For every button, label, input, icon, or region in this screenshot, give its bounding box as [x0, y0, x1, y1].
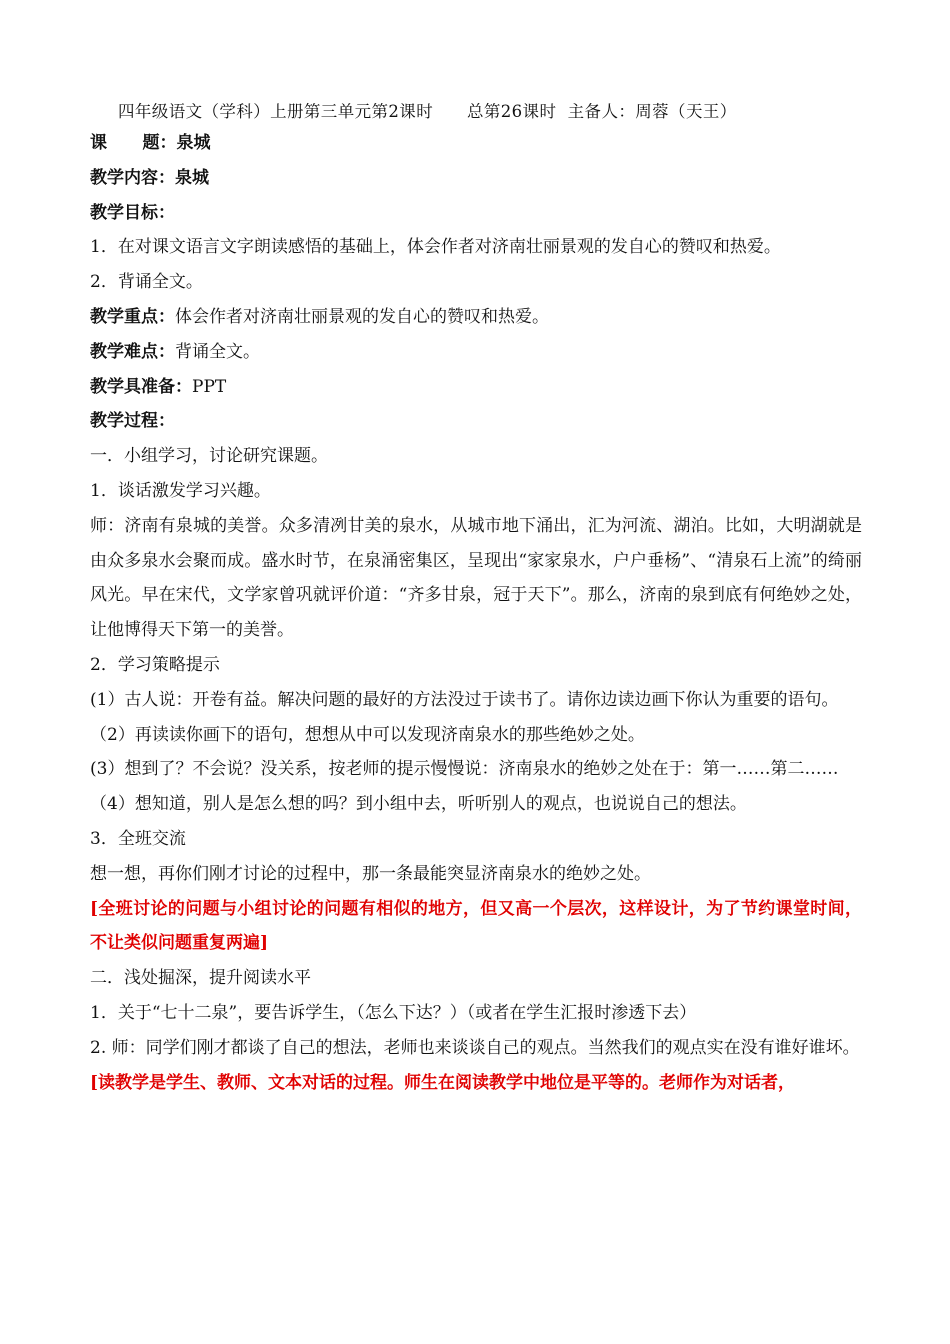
section1-step2: 2．学习策略提示 [90, 654, 220, 675]
content-line [90, 161, 862, 196]
document-body [90, 126, 862, 1100]
goal-item-1: 1．在对课文语言文字朗读感悟的基础上，体会作者对济南壮丽景观的发自心的赞叹和热爱。 [90, 237, 781, 258]
content-label: 教学内容： [90, 167, 175, 188]
key-point-line [90, 300, 862, 335]
key-point-label: 教学重点： [90, 306, 175, 327]
section2-item1: 1．关于“七十二泉”，要告诉学生，（怎么下达？）（或者在学生汇报时渗透下去） [90, 1002, 697, 1023]
key-point-text: 体会作者对济南壮丽景观的发自心的赞叹和热爱。 [175, 306, 549, 327]
difficulty-line [90, 335, 862, 370]
exchange-text: 想一想，再你们刚才讨论的过程中，那一条最能突显济南泉水的绝妙之处。 [90, 863, 651, 884]
difficulty-label: 教学难点： [90, 341, 175, 362]
section1-step1: 1．谈话激发学习兴趣。 [90, 480, 271, 501]
lesson-header: 四年级语文（学科）上册第三单元第2课时 总第26课时 主备人：周蓉（天王） [118, 102, 737, 121]
tip-item-1: (1）古人说：开卷有益。解决问题的最好的方法没过于读书了。请你边读边画下你认为重要的语句。 [90, 689, 839, 710]
content-value: 泉城 [175, 167, 209, 188]
difficulty-text: 背诵全文。 [175, 341, 260, 362]
section1-step3: 3．全班交流 [90, 828, 186, 849]
section2-item2: 2. 师：同学们刚才都谈了自己的想法，老师也来谈谈自己的观点。当然我们的观点实在没有谁好谁坏。 [90, 1037, 860, 1058]
tip-item-2: （2）再读读你画下的语句，想想从中可以发现济南泉水的那些绝妙之处。 [90, 724, 645, 745]
prep-text: PPT [192, 376, 227, 397]
annotation-note-1: [全班讨论的问题与小组讨论的问题有相似的地方，但又高一个层次，这样设计，为了节约课堂时间，不让类似问题重复两遍] [90, 898, 862, 954]
section1-title: 一．小组学习，讨论研究课题。 [90, 446, 328, 467]
goal-item-2: 2．背诵全文。 [90, 272, 203, 293]
tip-item-3: (3）想到了？不会说？没关系，按老师的提示慢慢说：济南泉水的绝妙之处在于：第一……第二…… [90, 759, 839, 780]
teacher-talk-paragraph: 师：济南有泉城的美誉。众多清冽甘美的泉水，从城市地下涌出，汇为河流、湖泊。比如，大明湖就是由众多泉水会聚而成。盛水时节，在泉涌密集区，呈现出“家家泉水，户户垂杨”、“清泉石上流”的绮丽风光。早在宋代，文学家曾巩就评价道：“齐多甘泉，冠于天下”。那么，济南的泉到底有何绝妙之处，让他博得天下第一的美誉。 [90, 515, 862, 641]
topic-line [90, 126, 862, 161]
annotation-note-2: [读教学是学生、教师、文本对话的过程。师生在阅读教学中地位是平等的。老师作为对话者， [90, 1072, 796, 1093]
goals-heading: 教学目标： [90, 202, 175, 223]
prep-line [90, 370, 862, 405]
topic-value: 泉城 [176, 133, 211, 153]
topic-label: 课 题： [90, 133, 177, 153]
process-heading: 教学过程： [90, 411, 175, 432]
tip-item-4: （4）想知道，别人是怎么想的吗？到小组中去，听听别人的观点，也说说自己的想法。 [90, 794, 747, 815]
section2-title: 二．浅处掘深，提升阅读水平 [90, 968, 311, 989]
prep-label: 教学具准备： [90, 376, 192, 397]
